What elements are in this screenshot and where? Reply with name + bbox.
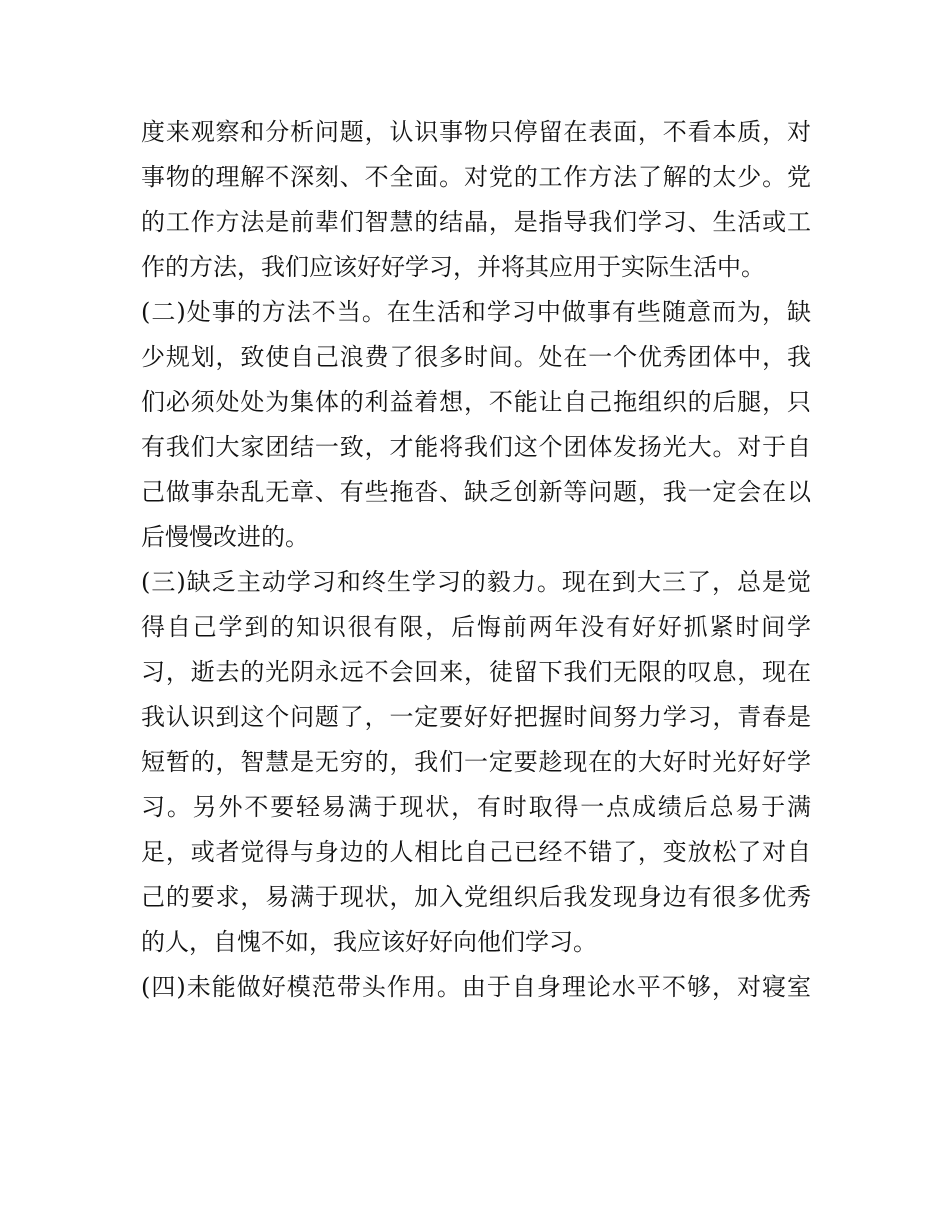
- text-line: 短暂的，智慧是无穷的，我们一定要趁现在的大好时光好好学: [141, 748, 811, 776]
- text-line: 我认识到这个问题了，一定要好好把握时间努力学习，青春是: [141, 703, 811, 731]
- text-line: 己的要求，易满于现状，加入党组织后我发现身边有很多优秀: [141, 883, 811, 911]
- text-line: 的工作方法是前辈们智慧的结晶，是指导我们学习、生活或工: [141, 208, 811, 236]
- body-text: [141, 110, 811, 1010]
- text-line: 的人，自愧不如，我应该好好向他们学习。: [141, 928, 597, 956]
- text-line: 得自己学到的知识很有限，后悔前两年没有好好抓紧时间学: [141, 613, 811, 641]
- text-line: 少规划，致使自己浪费了很多时间。处在一个优秀团体中，我: [141, 343, 811, 371]
- text-line: (三)缺乏主动学习和终生学习的毅力。现在到大三了，总是觉: [141, 568, 811, 596]
- text-line: 们必须处处为集体的利益着想，不能让自己拖组织的后腿，只: [141, 388, 811, 416]
- text-line: (二)处事的方法不当。在生活和学习中做事有些随意而为，缺: [141, 298, 811, 326]
- text-line: 作的方法，我们应该好好学习，并将其应用于实际生活中。: [141, 253, 765, 281]
- text-line: (四)未能做好模范带头作用。由于自身理论水平不够，对寝室: [141, 973, 811, 1001]
- text-line: 度来观察和分析问题，认识事物只停留在表面，不看本质，对: [141, 118, 811, 146]
- text-line: 事物的理解不深刻、不全面。对党的工作方法了解的太少。党: [141, 163, 811, 191]
- text-line: 后慢慢改进的。: [141, 523, 309, 551]
- text-line: 习，逝去的光阴永远不会回来，徒留下我们无限的叹息，现在: [141, 658, 811, 686]
- text-line: 足，或者觉得与身边的人相比自己已经不错了，变放松了对自: [141, 838, 811, 866]
- text-line: 有我们大家团结一致，才能将我们这个团体发扬光大。对于自: [141, 433, 811, 461]
- text-line: 己做事杂乱无章、有些拖沓、缺乏创新等问题，我一定会在以: [141, 478, 811, 506]
- text-line: 习。另外不要轻易满于现状，有时取得一点成绩后总易于满: [141, 793, 811, 821]
